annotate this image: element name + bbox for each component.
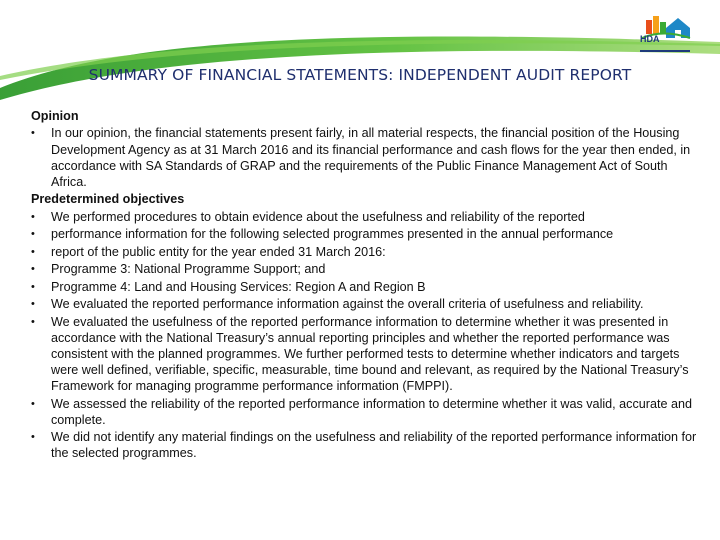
bullet-icon: • (31, 210, 35, 223)
list-item: • We evaluated the reported performance information against the overall criteria of usefulness and reliability. (31, 297, 644, 312)
slide-content (31, 108, 701, 463)
opinion-heading: Opinion (31, 109, 79, 123)
list-item: • In our opinion, the financial statements present fairly, in all material respects, the financial position of the Housing Development Agency as at 31 March 2016 and its financial performance and cash flows for the year then ended, in accordance with SA Standards of GRAP and the requirements of the Public Finance Management Act of South Africa. (31, 126, 691, 189)
bullet-icon: • (31, 228, 35, 241)
list-item: • report of the public entity for the year ended 31 March 2016: (31, 244, 386, 259)
list-item: • We did not identify any material findings on the usefulness and reliability of the reported performance information for the selected programmes. (31, 430, 697, 461)
bullet-icon: • (31, 280, 35, 293)
list-item: • Programme 3: National Programme Support; and (31, 262, 326, 277)
list-item: • We performed procedures to obtain evidence about the usefulness and reliability of the reported (31, 209, 585, 224)
bullet-icon: • (31, 397, 35, 410)
list-item: • We assessed the reliability of the reported performance information to determine whether it was valid, accurate and complete. (31, 396, 692, 427)
page-title: SUMMARY OF FINANCIAL STATEMENTS: INDEPENDENT AUDIT REPORT (88, 66, 632, 84)
header-swoosh (0, 0, 720, 100)
list-item: • performance information for the following selected programmes presented in the annual performance (31, 227, 614, 242)
predetermined-objectives-heading: Predetermined objectives (31, 192, 185, 207)
bullet-icon: • (31, 315, 35, 328)
bullet-icon: • (31, 298, 35, 311)
list-item: • Programme 4: Land and Housing Services: Region A and Region B (31, 279, 426, 294)
bullet-icon: • (31, 263, 35, 276)
bullet-icon: • (31, 245, 35, 258)
logo-text: HDA (640, 34, 660, 44)
bullet-icon: • (31, 431, 35, 444)
bullet-icon: • (31, 127, 35, 140)
list-item: • We evaluated the usefulness of the reported performance information to determine whether it was presented in accordance with the National Treasury’s annual reporting principles and whether the reported performance was consistent with the planned programmes. We further performed tests to determine whether indicators and targets were well defined, verifiable, specific, measurable, time bound and relevant, as required by the National Treasury’s Framework for managing programme performance information (FMPPI). (31, 314, 689, 394)
